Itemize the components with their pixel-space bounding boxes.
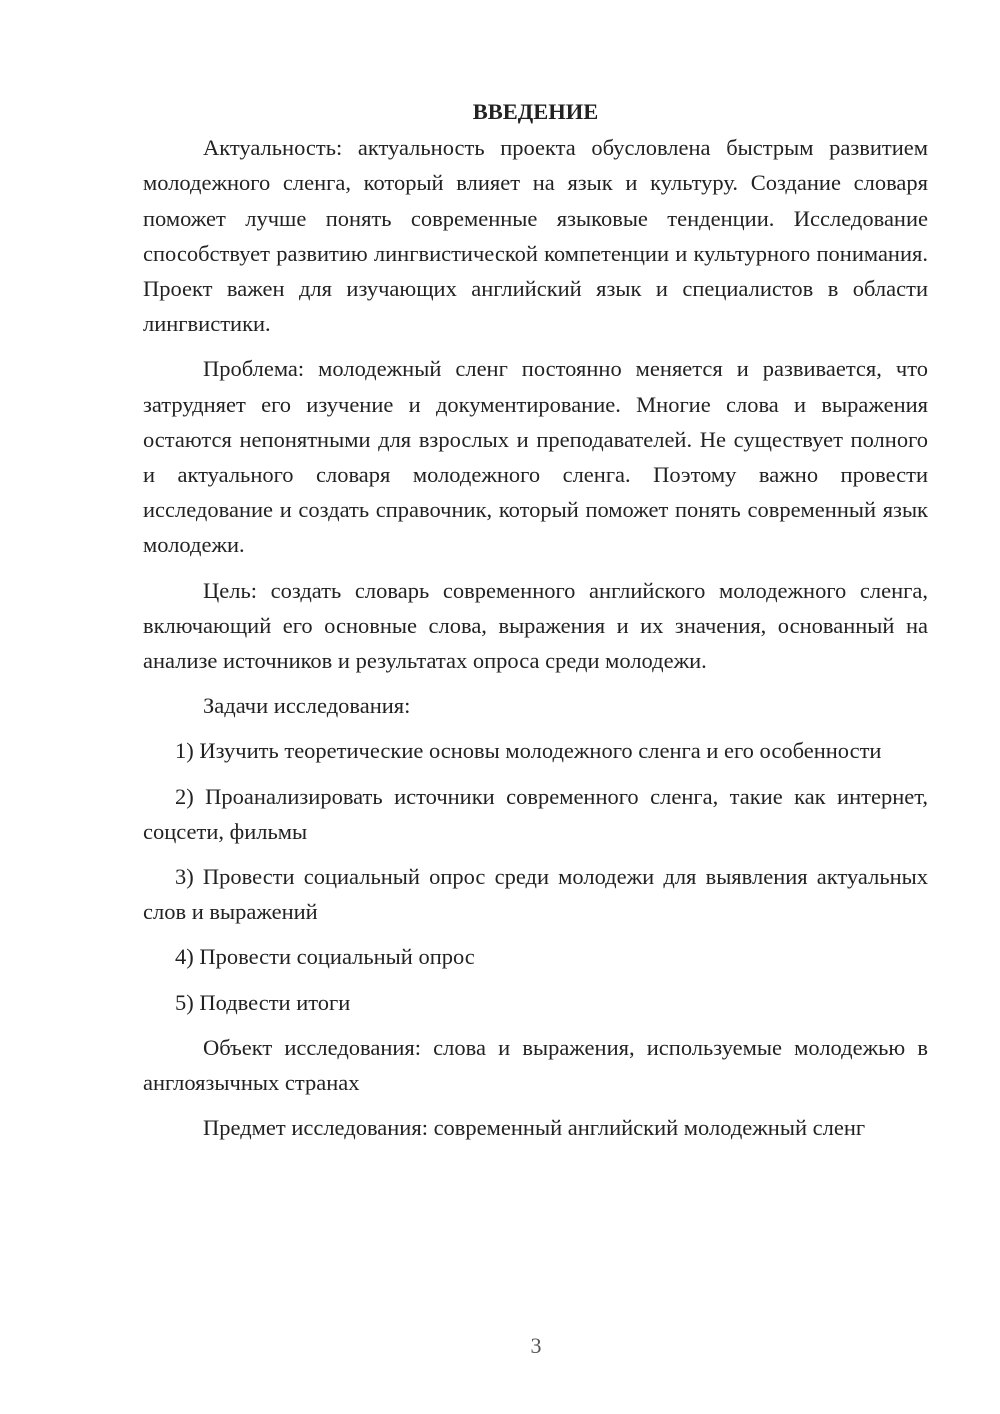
page-number: 3 — [530, 1333, 542, 1358]
problem-paragraph: Проблема: молодежный сленг постоянно меняется и развивается, что затрудняет его изучение и документирование. Многие слова и выражения остаются непонятными для взрослых и преподавателей. Не существует полного и актуального словаря молодежного сленга. Поэтому важно провести исследование и создать справочник, который поможет понять современный язык молодежи. — [143, 356, 928, 558]
research-object-paragraph: Объект исследования: слова и выражения, используемые молодежью в англоязычных странах — [143, 1034, 928, 1096]
task-item-3: 3) Провести социальный опрос среди молодежи для выявления актуальных слов и выражений — [143, 864, 928, 925]
goal-paragraph: Цель: создать словарь современного английского молодежного сленга, включающий его основные слова, выражения и их значения, основанный на анализе источников и результатах опроса среди молодежи. — [143, 577, 928, 674]
relevance-paragraph: Актуальность: актуальность проекта обусловлена быстрым развитием молодежного сленга, который влияет на язык и культуру. Создание словаря поможет лучше понять современные языковые тенденции. Исследование способствует развитию лингвистической компетенции и культурного понимания. Проект важен для изучающих английский язык и специалистов в области лингвистики. — [143, 135, 928, 337]
task-item-1: 1) Изучить теоретические основы молодежного сленга и его особенности — [175, 738, 882, 764]
tasks-heading: Задачи исследования: — [203, 693, 411, 719]
task-item-2: 2) Проанализировать источники современного сленга, такие как интернет, соцсети, фильмы — [143, 783, 928, 844]
research-subject-paragraph: Предмет исследования: современный английский молодежный сленг — [203, 1115, 866, 1141]
task-item-5: 5) Подвести итоги — [175, 989, 351, 1015]
section-title: ВВЕДЕНИЕ — [472, 99, 599, 124]
document-body — [143, 94, 928, 1155]
task-item-4: 4) Провести социальный опрос — [175, 944, 475, 970]
